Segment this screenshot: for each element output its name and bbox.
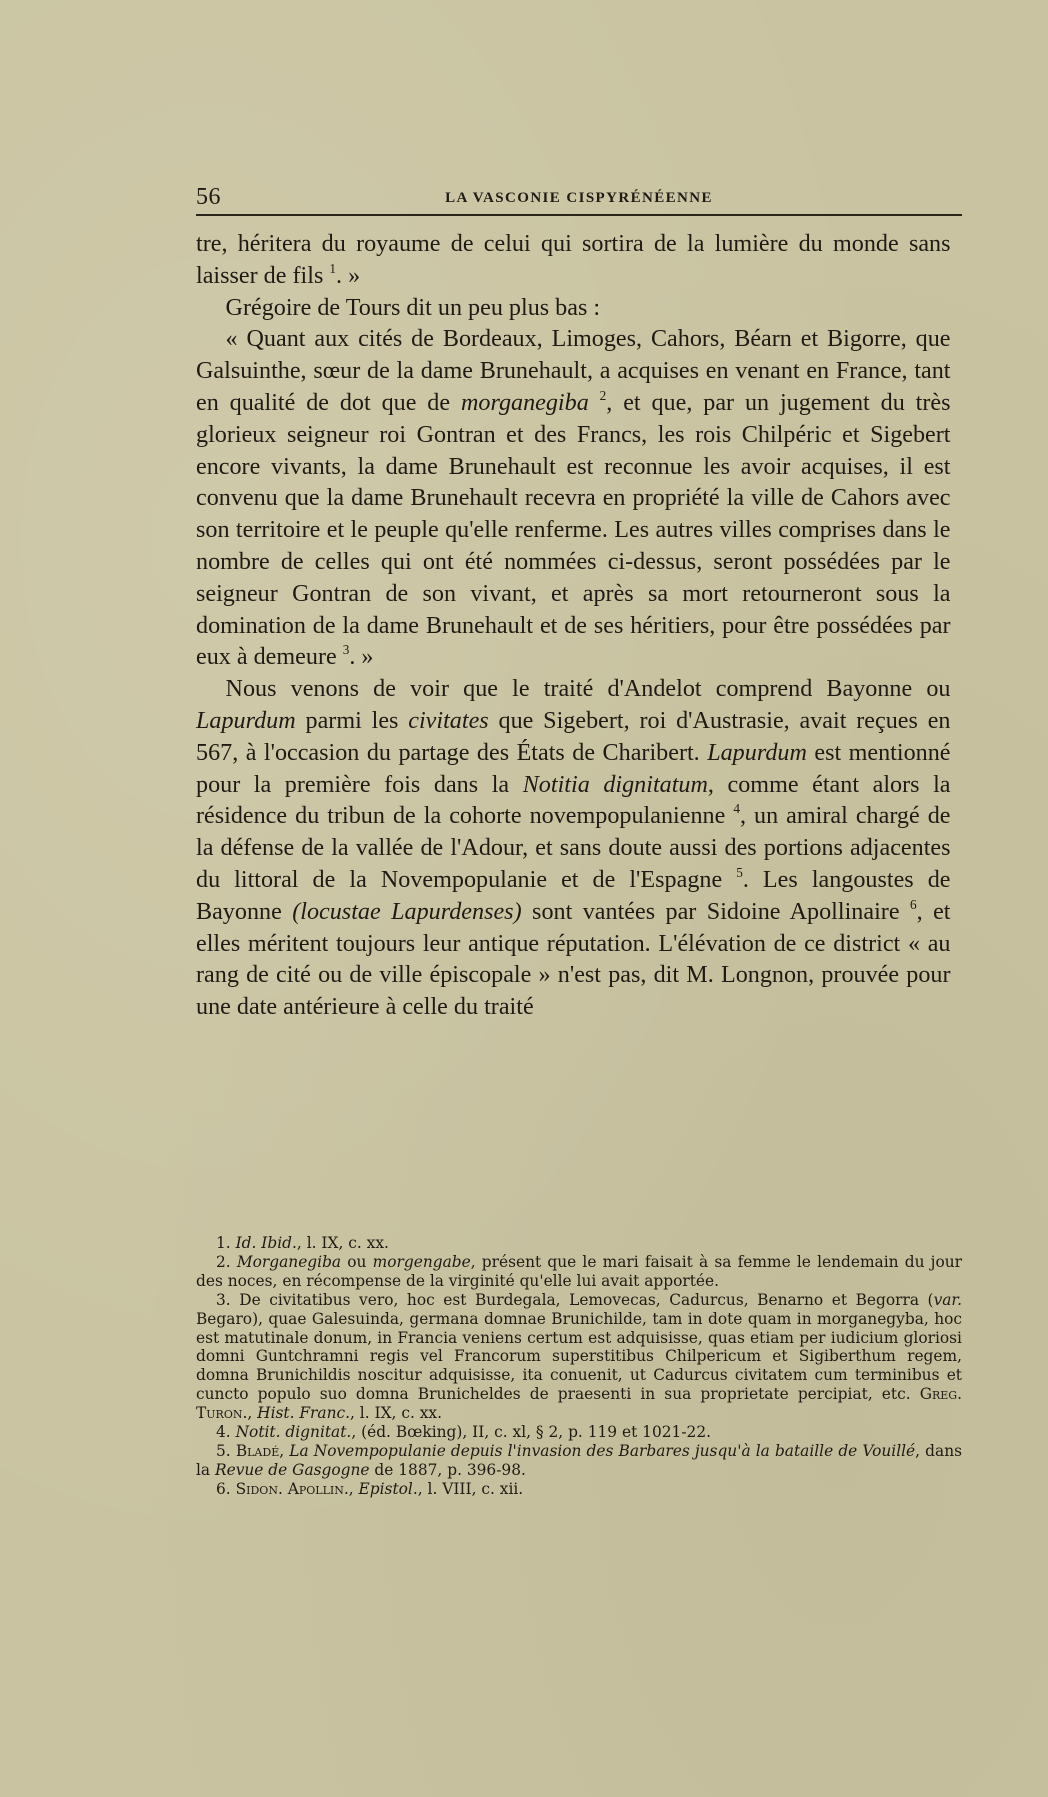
- text: , dans la: [196, 1441, 962, 1479]
- text: « Quant aux cités de Bordeaux, Limoges, Cahors, Béarn et Bigorre, que Galsuinthe, sœur de la dame Brunehault, a acquises en venant en France, tant en qualité de dot que de: [196, 325, 951, 416]
- footnote-number: 4.: [216, 1423, 231, 1442]
- footnote-number: 1.: [216, 1234, 231, 1252]
- footnote-number: 2.: [216, 1252, 231, 1271]
- italic-term: (locustae Lapurdenses): [292, 897, 522, 925]
- italic-term: Epistol.: [358, 1479, 418, 1498]
- text: . »: [349, 643, 374, 671]
- text: de 1887, p. 396-98.: [369, 1460, 526, 1479]
- author-name: Bladé: [235, 1441, 280, 1460]
- text: sont vantées par Sidoine Apollinaire: [521, 897, 900, 925]
- italic-term: var.: [933, 1290, 962, 1309]
- text: ,: [247, 1404, 258, 1423]
- paragraph-4: [196, 673, 951, 1023]
- text: Nous venons de voir que le traité d'Andelot comprend Bayonne ou: [225, 675, 951, 703]
- running-head: [196, 180, 962, 216]
- paragraph-3: [196, 323, 951, 673]
- italic-term: morganegiba: [460, 388, 589, 416]
- text: ou: [341, 1252, 373, 1271]
- author-name: Greg. Turon.: [196, 1385, 962, 1423]
- paragraph-1: [196, 228, 951, 292]
- footnote-ref-6[interactable]: 6: [909, 896, 917, 912]
- footnote-number: 5.: [216, 1441, 231, 1460]
- running-title: LA VASCONIE CISPYRÉNÉENNE: [445, 190, 713, 206]
- text: tre, héritera du royaume de celui qui sortira de la lumière du monde sans laisser de fils: [196, 230, 951, 289]
- italic-term: morgengabe: [372, 1252, 471, 1271]
- body-text: [196, 228, 951, 1023]
- text: , l. IX, c. xx.: [296, 1234, 389, 1252]
- footnote-5: [196, 1442, 962, 1480]
- text: , l. VIII, c. xii.: [417, 1479, 524, 1498]
- footnotes: [196, 1234, 962, 1499]
- text: . Les langoustes de Bayonne: [196, 865, 951, 925]
- text: parmi les: [295, 706, 409, 734]
- text: ,: [279, 1441, 290, 1460]
- footnote-ref-2[interactable]: 2: [599, 387, 607, 403]
- text: , et elles méritent toujours leur antique réputation. L'élévation de ce district « au rang de cité ou de ville épiscopale » n'est pas, dit M. Longnon, prouvée pour une date antérieure à celle du traité: [196, 897, 951, 1021]
- footnote-3: [196, 1291, 962, 1423]
- footnote-ref-5[interactable]: 5: [736, 864, 743, 880]
- paragraph-2: Grégoire de Tours dit un peu plus bas :: [225, 293, 601, 321]
- footnote-ref-1[interactable]: 1: [329, 260, 337, 276]
- footnote-number: 3.: [216, 1290, 231, 1309]
- footnote-number: 6.: [216, 1479, 231, 1498]
- footnote-ref-3[interactable]: 3: [342, 642, 350, 658]
- italic-term: Id. Ibid.: [235, 1234, 297, 1252]
- text: Begaro), quae Galesuinda, germana domnae Brunichilde, tam in dote quam in morganegyba, hoc est matutinale donum, in Francia veniens certum est adquisisse, quas etiam per iudicium gloriosi domni Guntchramni regis vel Francorum superstitibus Chilpericum et Sigiberthum regem, domna Brunichildis noscitur adquisisse, ita conuenit, ut Cadurcus civitatem cum terminibus et cuncto populo suo domna Brunicheldes de praesenti in sua proprietate percipiat, etc.: [196, 1309, 962, 1404]
- footnote-6: [196, 1480, 962, 1499]
- text: , l. IX, c. xx.: [350, 1404, 442, 1423]
- footnote-4: [196, 1423, 962, 1442]
- text: , (éd. Bœking), II, c. xl, § 2, p. 119 et 1021-22.: [351, 1423, 712, 1442]
- text: que Sigebert, roi d'Austrasie, avait reçues en 567, à l'occasion du partage des États de Charibert.: [196, 706, 951, 766]
- page: [196, 180, 962, 1023]
- italic-term: Morganegiba: [236, 1252, 342, 1271]
- text: ,: [348, 1479, 359, 1498]
- footnote-1: [196, 1234, 962, 1253]
- italic-term: Revue de Gasgogne: [215, 1460, 370, 1479]
- italic-term: La Novempopulanie depuis l'invasion des Barbares jusqu'à la bataille de Vouillé: [289, 1441, 916, 1460]
- text: . »: [336, 261, 361, 289]
- page-number: 56: [196, 184, 221, 210]
- italic-term: Notit. dignitat.: [235, 1423, 352, 1442]
- footnote-2: [196, 1253, 962, 1291]
- text: , présent que le mari faisait à sa femme le lendemain du jour des noces, en récompense de la virginité qu'elle lui avait apportée.: [196, 1252, 962, 1290]
- text: De civitatibus vero, hoc est Burdegala, Lemovecas, Cadurcus, Benarno et Begorra (: [239, 1290, 934, 1309]
- text: , et que, par un jugement du très glorieux seigneur roi Gontran et des Francs, les rois Chilpéric et Sigebert encore vivants, la dame Brunehault est reconnue les avoir acquises, il est convenu que la dame Brunehault recevra en propriété la ville de Cahors avec son territoire et le peuple qu'elle renferme. Les autres villes comprises dans le nombre de celles qui ont été nommées ci-dessus, seront possédées par le seigneur Gontran de son vivant, et après sa mort retourneront sous la domination de la dame Brunehault et de ses héritiers, pour être possédées par eux à demeure: [196, 388, 951, 671]
- text: est mentionné pour la première fois dans la: [196, 738, 951, 798]
- italic-term: Hist. Franc.: [257, 1404, 351, 1423]
- italic-term: Notitia dignitatum: [522, 770, 708, 798]
- author-name: Sidon. Apollin.: [235, 1479, 349, 1498]
- footnote-ref-4[interactable]: 4: [733, 801, 740, 817]
- text: , un amiral chargé de la défense de la vallée de l'Adour, et sans doute aussi des portions adjacentes du littoral de la Novempopulanie et de l'Espagne: [196, 802, 951, 893]
- text: , comme étant alors la résidence du tribun de la cohorte novempopulanienne: [196, 770, 951, 830]
- italic-term: Lapurdum: [707, 738, 807, 766]
- italic-term: Lapurdum: [196, 706, 296, 734]
- italic-term: civitates: [408, 706, 489, 734]
